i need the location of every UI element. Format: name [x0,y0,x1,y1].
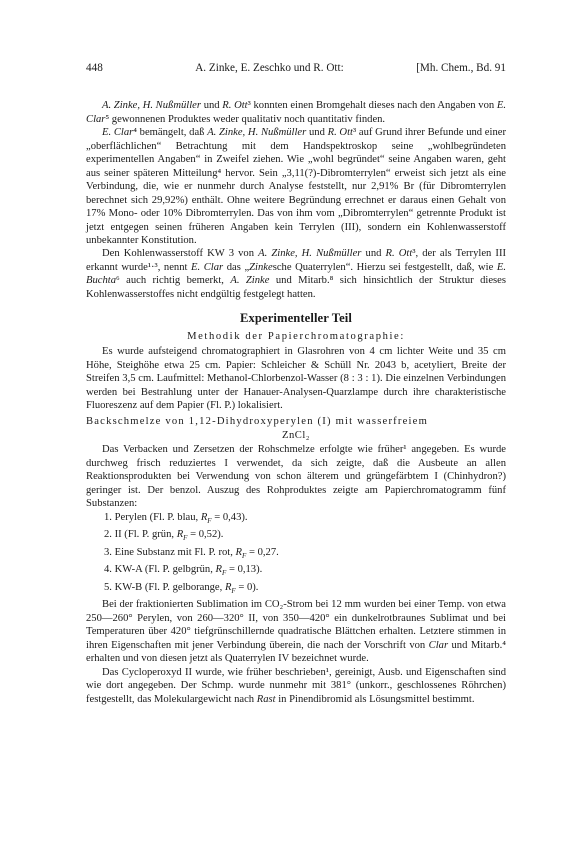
cycloperoxyd-rast: Rast [256,693,276,705]
paragraph-text: und Mitarb.⁸ sich hinsichtlich der Struktur dieses Kohlenwasserstoffes nicht endgültig festgelegt hatten. [86,275,507,300]
paragraph-text: ³ konnten einen Bromgehalt dieses nach den Angaben von [247,100,497,112]
section-title: Experimenteller Teil [240,311,352,326]
substance-item: 1. Perylen (Fl. P. blau, $R_F = 0,43$). [104,511,248,525]
paragraph-text: ⁵ gewonnenen Produktes weder qualitativ noch quantitativ finden. [105,113,386,125]
paragraph-text: ⁴ bemängelt, daß [133,127,208,139]
author-name: A. Zinke, H. Nußmüller [102,100,201,112]
author-name: E. Clar [86,100,506,125]
substance-item: 5. KW-B (Fl. P. gelborange, $R_F = 0$). [104,581,259,595]
cycloperoxyd-text-b: in Pinendibromid als Lösungsmittel bestimmt. [275,693,475,705]
author-name: E. Clar [191,261,224,273]
sublimation-clar: Clar [428,639,449,651]
paragraph-text: ³ auf Grund ihrer Befunde und einer „oberflächlichen“ Betrachtung mit dem Handspektroskop seine „wohlbegründeten experimentellen Angaben“ in Zweifel ziehen. Wie „wohl begründet“ seine Angaben waren, geht aus seiner späteren Mitteilung⁴ hervor. Sein „3,11(?)-Dibromterrylen“ erweist sich jetzt als eine Verbindung, die, wie er nunmehr durch Analyse feststellt, nur 2,91% Br (für Dibromterrylen berechnet sich 29,92%) enthält. Ohne weitere Begründung errechnet er daraus einen Gehalt von 17% Mono- oder 10% Dibromterrylen. Das von ihm vom „Dibromterrylen“ getrennte Produkt ist jetzt entgegen seinen früheren Angaben kein Terrylen (III), sondern ein Kohlenwasserstoff unbekannter Konstitution. [86,127,506,246]
sublimation-text: Bei der fraktionierten Sublimation im CO₂-Strom bei 12 mm wurden bei einer Temp. von etwa 250—260° Perylen, von 260—320° II, von 350—420° ein dunkelrotbraunes Sublimat und bei Temperaturen über 420° tiefgrünschillernde quadratische Blättchen erhalten. Letztere stimmen in ihren Eigenschaften mit jener Verbindung überein, die nach der Vorschrift von [86,599,506,651]
running-header-authors: A. Zinke, E. Zeschko und R. Ott: [195,62,344,74]
running-header [86,62,506,75]
cycloperoxyd-text-a: Das Cycloperoxyd II wurde, wie früher beschrieben¹, gereinigt, Ausb. und Eigenschaften sind wie dort angegeben. Der Schmp. wurde nunmehr mit 381° (unkorr., geschlossenes Röhrchen) festgestellt, das Molekulargewicht nach [86,666,506,705]
substance-list [86,511,506,599]
backschmelze-heading: Backschmelze von 1,12-Dihydroxyperylen (I) mit wasserfreiem [86,416,429,428]
author-name: Zinke [249,261,273,273]
paragraph-text: und [306,127,328,139]
intro-paragraph [86,247,506,301]
page-number: 448 [86,62,103,74]
backschmelze-heading-formula: ZnCl₂ [282,429,310,441]
author-name: R. Ott [222,100,248,112]
method-heading: Methodik der Papierchromatographie: [187,330,405,342]
substance-item: 4. KW-A (Fl. P. gelbgrün, $R_F = 0,13$). [104,564,263,578]
author-name: E. Buchta [86,261,506,287]
substance-item: 2. II (Fl. P. grün, $R_F = 0,52$). [104,529,224,543]
author-name: E. Clar [102,127,134,139]
cycloperoxyd-paragraph [86,666,506,706]
author-name: A. Zinke, H. Nußmüller [207,127,307,139]
sublimation-text-end: und Mitarb.⁴ erhalten und von diesen jetzt als Quaterrylen IV bezeichnet wurde. [86,639,506,665]
author-name: A. Zinke [230,275,270,287]
intro-section [86,99,506,301]
paragraph-text: ⁶ auch richtig bemerkt, [116,275,231,287]
paragraph-text: und [201,100,223,112]
paragraph-text: ³, der als Terrylen III erkannt wurde¹·³, nennt [86,248,507,273]
paragraph-text: sche Quaterrylen“. Hierzu sei festgestellt, daß, wie [272,261,497,273]
method-paragraph: Es wurde aufsteigend chromatographiert in Glasrohren von 4 cm lichter Weite und 35 cm Höhe, Steighöhe etwa 25 cm. Papier: Schleicher & Schüll Nr. 2043 b, acetyliert, Breite der Streifen 3,5 cm. Laufmittel: Methanol-Chlorbenzol-Wasser (8 : 3 : 1). Die einzelnen Verbindungen werden bei Bestrahlung unter der Hanauer-Analysen-Quarzlampe durch ihre charakteristische Fluoreszenz auf dem Papier (Fl. P.) lokalisiert. [86,346,506,411]
author-name: R. Ott [327,127,353,139]
paragraph-text: Den Kohlenwasserstoff KW 3 von [102,248,259,260]
backschmelze-paragraph: Das Verbacken und Zersetzen der Rohschmelze erfolgte wie früher¹ angegeben. Es wurde durchweg frisch reduziertes I verwendet, da sich zeigte, daß die Ausbeute an allen Reaktionsprodukten bei Verwendung von schon älterem und grüngefärbtem I (Chinhydron?) geringer ist. Der benzol. Auszug des Rohproduktes zeigte am Papierchromatogramm fünf Substanzen: [86,444,506,510]
author-name: A. Zinke, H. Nußmüller [258,248,362,260]
paragraph-text: das „ [223,261,250,273]
paragraph-text: und [361,248,386,260]
author-name: R. Ott [385,248,413,260]
substance-item: 3. Eine Substanz mit Fl. P. rot, $R_F = 0,27$. [104,546,279,560]
sublimation-paragraph [86,598,506,665]
intro-paragraph [86,99,506,126]
intro-paragraph [86,126,506,247]
running-header-journal: [Mh. Chem., Bd. 91 [416,62,506,74]
